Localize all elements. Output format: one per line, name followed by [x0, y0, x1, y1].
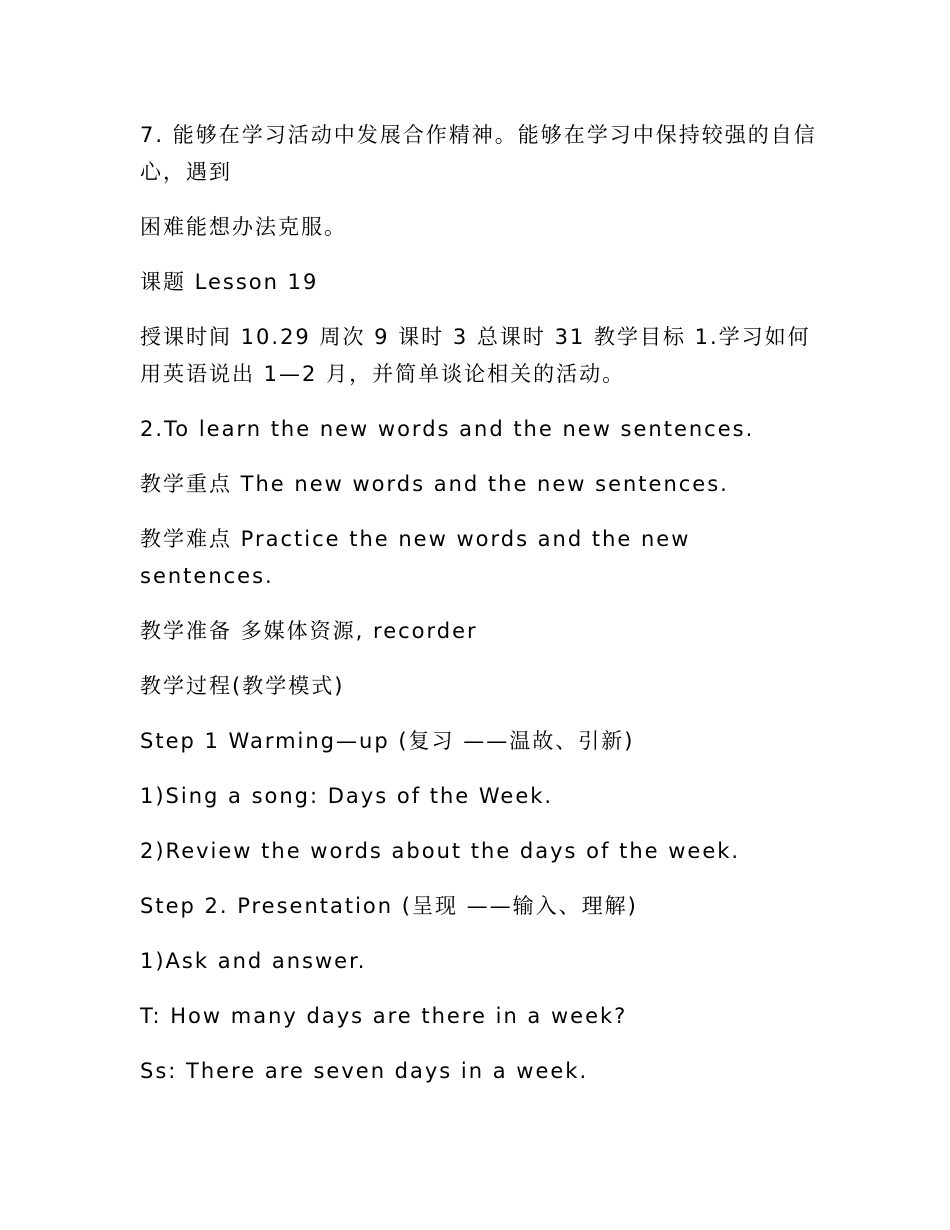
- paragraph-step-2: Step 2. Presentation (呈现 ——输入、理解): [140, 894, 638, 918]
- paragraph-key-points: 教学重点 The new words and the new sentences.: [140, 472, 729, 496]
- paragraph-step-1-item-2: 2)Review the words about the days of the week.: [140, 839, 741, 863]
- paragraph-step-1: Step 1 Warming—up (复习 ——温故、引新): [140, 729, 635, 753]
- paragraph-objective-7-continued: 困难能想办法克服。: [140, 215, 347, 239]
- paragraph-students-answer: Ss: There are seven days in a week.: [140, 1059, 589, 1083]
- paragraph-lesson-title: 课题 Lesson 19: [140, 270, 319, 294]
- paragraph-difficult-points: 教学难点 Practice the new words and the new sentences.: [140, 527, 691, 588]
- paragraph-objective-7: 7. 能够在学习活动中发展合作精神。能够在学习中保持较强的自信心，遇到: [140, 123, 817, 184]
- paragraph-step-1-item-1: 1)Sing a song: Days of the Week.: [140, 784, 554, 808]
- document-body: [140, 117, 820, 1108]
- paragraph-teacher-question: T: How many days are there in a week?: [140, 1004, 628, 1028]
- paragraph-goal-2: 2.To learn the new words and the new sentences.: [140, 417, 755, 441]
- paragraph-preparation: 教学准备 多媒体资源, recorder: [140, 619, 478, 643]
- paragraph-step-2-item-1: 1)Ask and answer.: [140, 949, 367, 973]
- paragraph-schedule-and-goal: 授课时间 10.29 周次 9 课时 3 总课时 31 教学目标 1.学习如何用英语说出 1—2 月，并简单谈论相关的活动。: [140, 325, 811, 386]
- paragraph-process-heading: 教学过程(教学模式): [140, 674, 345, 698]
